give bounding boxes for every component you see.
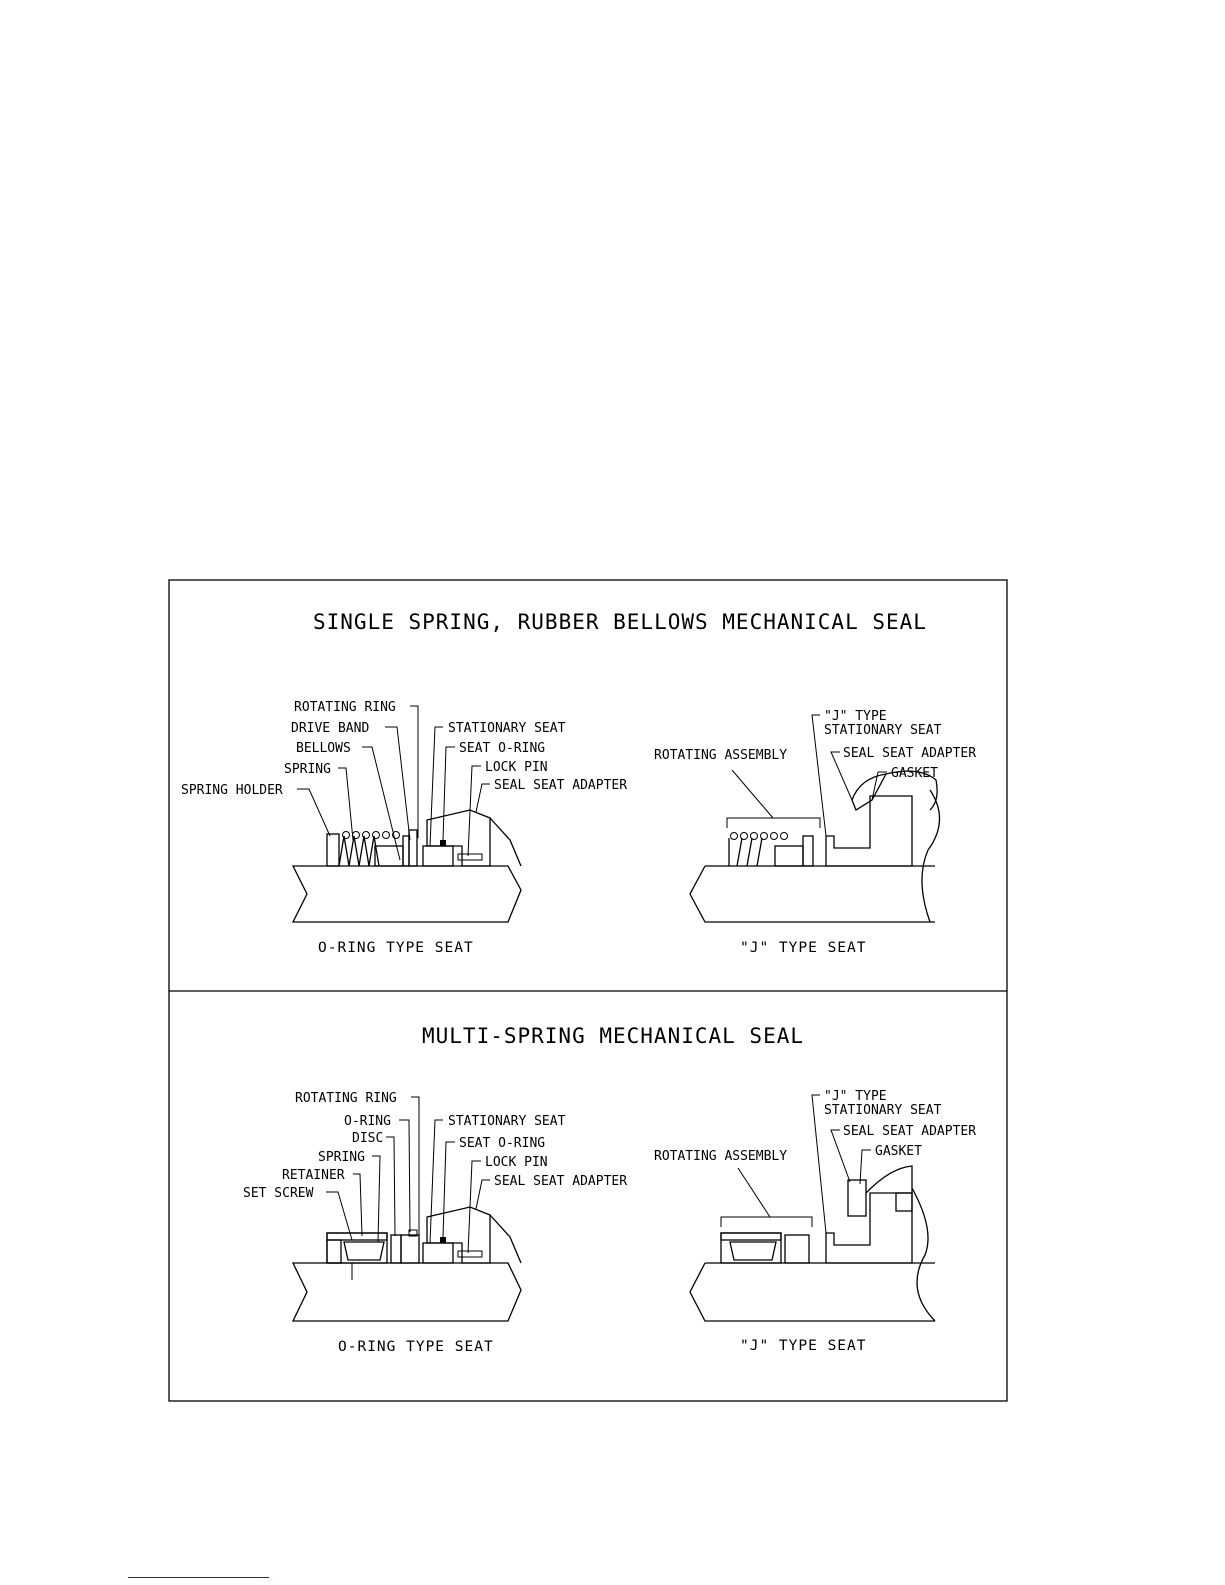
label-seal-seat-adapter: SEAL SEAT ADAPTER xyxy=(843,1124,977,1139)
label-seat-oring: SEAT O-RING xyxy=(459,1136,546,1151)
caption-left: O-RING TYPE SEAT xyxy=(318,940,474,956)
label-stationary-seat: STATIONARY SEAT xyxy=(448,1114,566,1129)
label-lock-pin: LOCK PIN xyxy=(485,760,548,775)
label-bellows: BELLOWS xyxy=(296,741,351,756)
label-disc: DISC xyxy=(352,1131,384,1146)
left-callouts xyxy=(243,1091,627,1253)
label-seal-seat-adapter: SEAL SEAT ADAPTER xyxy=(494,778,628,793)
label-spring: SPRING xyxy=(318,1150,365,1165)
label-stationary-seat: STATIONARY SEAT xyxy=(824,723,942,738)
label-lock-pin: LOCK PIN xyxy=(485,1155,548,1170)
label-rotating-assembly: ROTATING ASSEMBLY xyxy=(654,748,788,763)
label-j-type: "J" TYPE xyxy=(824,1089,887,1104)
panel-multi-spring xyxy=(243,1024,976,1355)
label-rotating-assembly: ROTATING ASSEMBLY xyxy=(654,1149,788,1164)
label-seat-oring: SEAT O-RING xyxy=(459,741,546,756)
label-rotating-ring: ROTATING RING xyxy=(294,700,396,715)
caption-left: O-RING TYPE SEAT xyxy=(338,1339,494,1355)
label-set-screw: SET SCREW xyxy=(243,1186,314,1201)
seal-drawing-oring-seat xyxy=(293,1207,521,1321)
label-gasket: GASKET xyxy=(891,766,938,781)
right-callouts xyxy=(654,709,976,836)
label-j-type: "J" TYPE xyxy=(824,709,887,724)
label-oring: O-RING xyxy=(344,1114,391,1129)
label-seal-seat-adapter: SEAL SEAT ADAPTER xyxy=(843,746,977,761)
label-retainer: RETAINER xyxy=(282,1168,345,1183)
seal-drawing-j-seat xyxy=(690,1166,935,1321)
panel-title: MULTI-SPRING MECHANICAL SEAL xyxy=(422,1024,805,1048)
label-rotating-ring: ROTATING RING xyxy=(295,1091,397,1106)
seal-drawing-j-seat xyxy=(690,770,940,922)
seal-drawing-oring-seat xyxy=(293,810,521,922)
label-drive-band: DRIVE BAND xyxy=(291,721,370,736)
footer-rule xyxy=(128,1577,269,1578)
label-stationary-seat: STATIONARY SEAT xyxy=(824,1103,942,1118)
label-seal-seat-adapter: SEAL SEAT ADAPTER xyxy=(494,1174,628,1189)
label-gasket: GASKET xyxy=(875,1144,922,1159)
label-spring-holder: SPRING HOLDER xyxy=(181,783,283,798)
panel-single-spring xyxy=(181,610,976,956)
caption-right: "J" TYPE SEAT xyxy=(740,940,867,956)
panel-title: SINGLE SPRING, RUBBER BELLOWS MECHANICAL SEAL xyxy=(313,610,927,634)
label-stationary-seat: STATIONARY SEAT xyxy=(448,721,566,736)
right-callouts xyxy=(654,1089,976,1233)
label-spring: SPRING xyxy=(284,762,331,777)
caption-right: "J" TYPE SEAT xyxy=(740,1338,867,1354)
